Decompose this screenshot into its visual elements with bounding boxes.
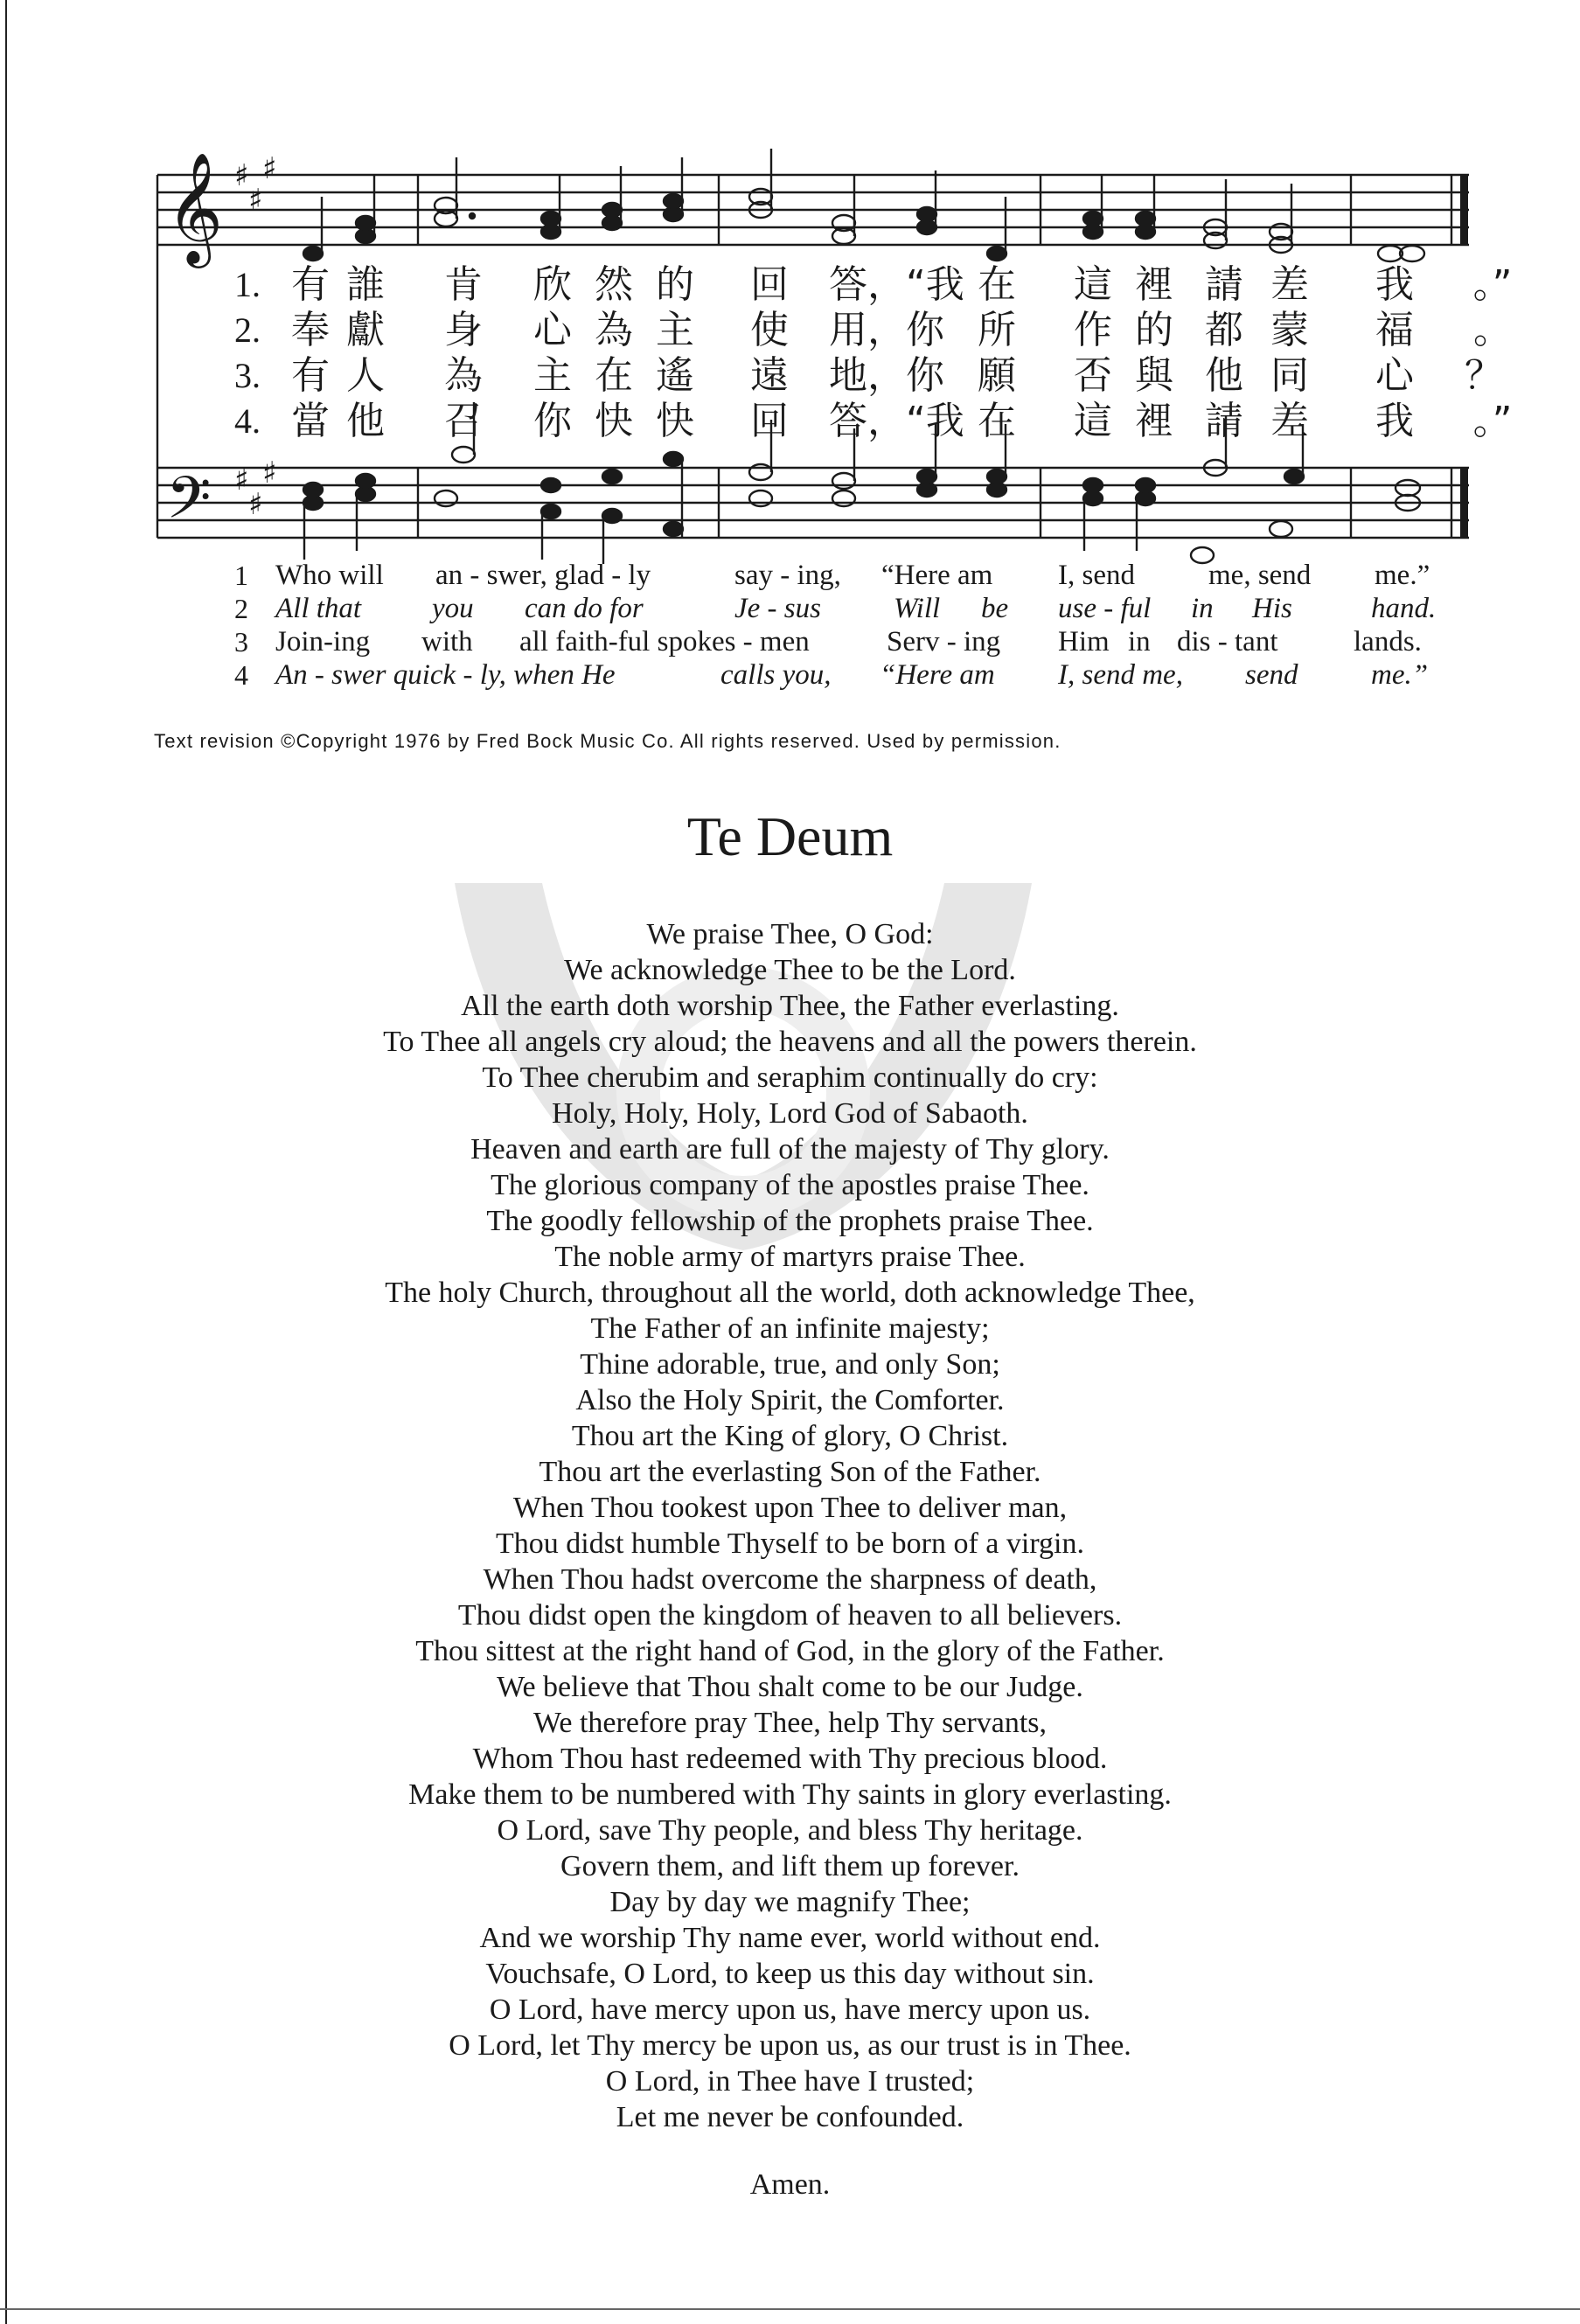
te-deum-line: We believe that Thou shalt come to be our Judge. [497,1671,1083,1703]
verse-number: 2 [234,593,248,624]
svg-text:♯: ♯ [234,158,249,193]
lyric-syllable: I, send [1058,560,1135,591]
lyric-syllable: dis - tant [1177,626,1278,658]
lyric-char: 快 [595,399,633,443]
lyric-syllable: an - swer, glad - ly [435,560,651,591]
lyric-char: 作 [1074,308,1112,352]
te-deum-text [0,916,1580,2135]
lyric-char: 。” [1472,399,1513,443]
te-deum-title: Te Deum [686,805,894,867]
lyric-char: 在 [978,262,1016,307]
lyric-char: 裡 [1135,399,1173,443]
lyric-syllable: be [981,593,1009,624]
lyric-char: 人 [346,353,385,398]
te-deum-line: The goodly fellowship of the prophets praise Thee. [486,1205,1094,1237]
te-deum-line: Govern them, and lift them up forever. [560,1850,1020,1882]
lyric-syllable: “Here am [881,560,993,591]
lyric-char: 召 [444,399,483,443]
te-deum-line: Make them to be numbered with Thy saints in glory everlasting. [408,1778,1172,1811]
te-deum-line: Holy, Holy, Holy, Lord God of Sabaoth. [552,1097,1028,1130]
te-deum-line: To Thee cherubim and seraphim continually do cry: [482,1061,1098,1094]
te-deum-line: When Thou hadst overcome the sharpness of death, [483,1563,1097,1596]
lyric-syllable: Him [1058,626,1110,658]
lyric-char: 願 [978,353,1016,398]
te-deum-line: Vouchsafe, O Lord, to keep us this day without sin. [485,1958,1095,1990]
bass-clef-icon: 𝄢 [166,464,212,546]
verse-number: 2. [234,310,261,350]
te-deum-line: The noble army of martyrs praise Thee. [554,1241,1026,1273]
lyric-char: 回 [750,399,789,443]
lyric-char: 誰 [346,262,385,307]
lyric-char: 同 [1270,353,1309,398]
lyric-char: 身 [444,308,483,352]
lyric-char: 當 [291,399,330,443]
te-deum-line: Thou sittest at the right hand of God, in the glory of the Father. [415,1635,1165,1667]
te-deum-line: The Father of an infinite majesty; [590,1312,990,1345]
lyric-char: 。” [1472,262,1513,307]
lyric-char: 的 [1135,308,1173,352]
lyric-syllable: Serv - ing [887,626,1001,658]
te-deum-line: Day by day we magnify Thee; [609,1886,971,1918]
english-verse-1 [0,560,1580,595]
lyric-char: 差 [1270,399,1309,443]
te-deum-line: O Lord, in Thee have I trusted; [605,2065,975,2098]
lyric-syllable: “Here am [880,659,995,691]
te-deum-line: We acknowledge Thee to be the Lord. [564,954,1016,986]
lyric-syllable: send [1245,659,1298,691]
lyric-syllable: Je - sus [734,593,821,624]
chinese-verse-1 [0,262,1580,315]
te-deum-line: O Lord, have mercy upon us, have mercy upon us. [489,1993,1091,2026]
lyric-syllable: All that [275,593,362,624]
lyric-char: 快 [656,399,694,443]
te-deum-line: The holy Church, throughout all the world, doth acknowledge Thee, [385,1277,1195,1309]
te-deum-line: Thou art the everlasting Son of the Father. [539,1456,1041,1488]
verse-number: 1. [234,265,261,304]
english-verse-3 [0,626,1580,661]
lyric-syllable: use - ful [1058,593,1152,624]
lyric-char: 蒙 [1270,308,1309,352]
lyric-char: 差 [1270,262,1309,307]
lyric-char: 為 [444,353,483,398]
lyric-char: 他 [1205,353,1243,398]
te-deum-line: Let me never be confounded. [616,2101,964,2133]
lyric-char: 在 [978,399,1016,443]
te-deum-line: O Lord, let Thy mercy be upon us, as our trust is in Thee. [449,2029,1131,2062]
lyric-syllable: me.” [1375,560,1430,591]
svg-text:♯: ♯ [248,183,263,218]
lyric-char: 回 [750,262,789,307]
lyric-char: 心 [1375,353,1414,398]
te-deum-line: We praise Thee, O God: [646,918,934,950]
page-bottom-rule [0,2308,1580,2310]
te-deum-line: Thou didst open the kingdom of heaven to all believers. [457,1599,1123,1632]
lyric-char: 使 [750,308,789,352]
lyric-char: 福 [1375,308,1414,352]
lyric-char: 主 [656,308,694,352]
verse-number: 1 [234,560,248,591]
lyric-syllable: me.” [1371,659,1429,691]
lyric-char: 這 [1074,399,1112,443]
lyric-char: 然 [595,262,633,307]
amen: Amen. [749,2168,831,2201]
lyric-char: 裡 [1135,262,1173,307]
verse-number: 3. [234,356,261,395]
lyric-char: 他 [346,399,385,443]
lyric-syllable: Join-ing [275,626,371,658]
lyric-syllable: you [432,593,474,624]
te-deum-line: Heaven and earth are full of the majesty of Thy glory. [470,1133,1110,1165]
lyric-syllable: me, send [1208,560,1312,591]
lyric-char: 主 [533,353,572,398]
lyric-char: 。 [1473,308,1512,352]
lyric-syllable: calls you, [720,659,832,691]
te-deum-line: All the earth doth worship Thee, the Father everlasting. [461,990,1119,1022]
te-deum-line: Thou didst humble Thyself to be born of a virgin. [496,1527,1084,1560]
chinese-verse-3 [0,353,1580,406]
lyric-syllable: I, send me, [1058,659,1183,691]
lyric-char: 地，你 [829,353,944,398]
lyric-char: 所 [978,308,1016,352]
svg-text:♯: ♯ [262,151,277,186]
lyric-char: 遙 [656,353,694,398]
lyric-syllable: all faith-ful spokes - men [519,626,810,658]
lyric-char: 有 [291,262,330,307]
english-verse-2 [0,593,1580,628]
te-deum-line: O Lord, save Thy people, and bless Thy heritage. [497,1814,1083,1847]
lyric-char: 獻 [346,308,385,352]
verse-number: 4. [234,401,261,441]
key-signature-treble [234,151,276,218]
lyric-char: 否 [1074,353,1112,398]
svg-text:♯: ♯ [262,456,277,491]
te-deum-line: When Thou tookest upon Thee to deliver man, [512,1492,1068,1524]
treble-clef-icon: 𝄞 [166,151,224,263]
verse-number: 4 [234,659,248,691]
bass-staff [157,468,1469,538]
te-deum-line: Also the Holy Spirit, the Comforter. [575,1384,1005,1416]
lyric-char: 我 [1375,262,1414,307]
chinese-verse-2 [0,308,1580,360]
chinese-verse-4 [0,399,1580,451]
te-deum-line: Thine adorable, true, and only Son; [580,1348,1000,1381]
lyric-char: 都 [1205,308,1243,352]
lyric-char: 為 [595,308,633,352]
verse-number: 3 [234,626,248,658]
te-deum-line: And we worship Thy name ever, world without end. [479,1922,1101,1954]
lyric-char: 這 [1074,262,1112,307]
lyric-syllable: Who will [275,560,384,591]
lyric-syllable: in [1128,626,1151,658]
lyric-syllable: hand. [1371,593,1437,624]
lyric-syllable: His [1252,593,1292,624]
lyric-char: 的 [656,262,694,307]
lyric-char: 與 [1135,353,1173,398]
lyric-syllable: An - swer quick - ly, when He [275,659,616,691]
lyric-syllable: can do for [525,593,644,624]
lyric-syllable: lands. [1354,626,1422,658]
te-deum-line: The glorious company of the apostles praise Thee. [491,1169,1089,1201]
copyright-notice: Text revision ©Copyright 1976 by Fred Bock Music Co. All rights reserved. Used by permission. [154,730,1061,752]
lyric-char: 有 [291,353,330,398]
lyric-syllable: with [421,626,473,658]
lyric-char: 請 [1205,399,1243,443]
english-verse-4 [0,659,1580,694]
lyric-char: 請 [1205,262,1243,307]
lyric-char: 我 [1375,399,1414,443]
lyric-syllable: in [1191,593,1214,624]
lyric-char: 欣 [533,262,572,307]
key-signature-bass [234,456,276,522]
lyric-char: 用，你 [829,308,944,352]
lyric-char: 心 [533,308,572,352]
te-deum-line: We therefore pray Thee, help Thy servants, [533,1707,1047,1739]
te-deum-line: Whom Thou hast redeemed with Thy precious blood. [472,1743,1108,1775]
lyric-char: 答，“我 [829,262,964,307]
lyric-char: 在 [595,353,633,398]
lyric-char: 答，“我 [829,399,964,443]
svg-text:♯: ♯ [234,463,249,498]
lyric-char: 肯 [444,262,483,307]
lyric-char: 你 [533,399,572,443]
treble-staff [157,175,1469,245]
lyric-char: 奉 [291,308,330,352]
te-deum-line: To Thee all angels cry aloud; the heavens and all the powers therein. [383,1026,1197,1058]
lyric-char: ？ [1465,353,1503,398]
lyric-syllable: say - ing, [734,560,841,591]
te-deum-line: Thou art the King of glory, O Christ. [571,1420,1009,1452]
svg-text:♯: ♯ [248,487,263,522]
lyric-syllable: Will [894,593,941,624]
lyric-char: 遠 [750,353,789,398]
